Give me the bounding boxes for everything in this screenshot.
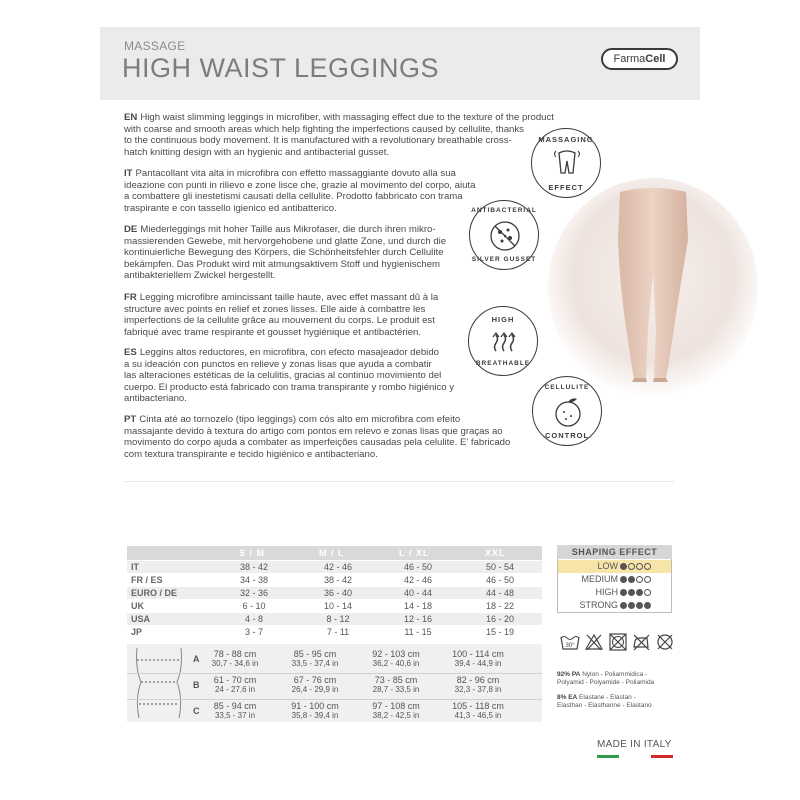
- description-line: [124, 370, 454, 382]
- size-system-label: FR / ES: [131, 575, 163, 585]
- measurement-cm: 105 - 118 cm: [452, 701, 504, 711]
- filled-dot-icon: [620, 589, 627, 596]
- filled-dot-icon: [620, 563, 627, 570]
- size-row: [127, 600, 542, 612]
- measurement-letter: A: [193, 654, 200, 664]
- size-value: 3 - 7: [244, 627, 263, 637]
- size-value: 18 - 22: [485, 601, 515, 611]
- shaping-level-dots: [620, 562, 652, 572]
- description-es: [124, 347, 454, 405]
- size-header-lxl: L / XL: [399, 548, 430, 558]
- description-text: massajante devido à textura do artigo com pontos em relevo e zonas lisas que graças ao: [124, 425, 503, 437]
- size-system-label: IT: [131, 562, 139, 572]
- badge-bottom-label: EFFECT: [548, 183, 584, 192]
- empty-dot-icon: [644, 563, 651, 570]
- measurement-inch: 24 - 27,6 in: [214, 685, 256, 694]
- flag-green-stripe: [597, 755, 619, 758]
- measurement-cm: 100 - 114 cm: [452, 649, 504, 659]
- size-value: 46 - 50: [485, 575, 515, 585]
- size-system-label: USA: [131, 614, 151, 624]
- badge-bottom-label: BREATHABLE: [475, 360, 531, 367]
- measurement-cm: 82 - 96 cm: [456, 675, 500, 685]
- description-text: Legging microfibre amincissant taille haute, avec effet massant dû à la: [139, 292, 439, 303]
- measurement-cell: [194, 701, 276, 720]
- shaping-level-label: MEDIUM: [581, 574, 618, 584]
- badge-bottom-label: CONTROL: [544, 431, 590, 440]
- description-text: hatch knitting design with an hygienic and antibacterial gusset.: [124, 146, 390, 158]
- fabric-ea-pct: 8% EA: [557, 694, 578, 701]
- size-value: 42 - 46: [323, 562, 353, 572]
- shaping-level-label: HIGH: [595, 587, 618, 597]
- wash-30-icon: [560, 632, 580, 652]
- fabric-pa-text2: Polyamid - Polyamide - Poliamida: [557, 679, 655, 686]
- description-line: [124, 168, 475, 180]
- description-line: [124, 393, 454, 405]
- filled-dot-icon: [628, 602, 635, 609]
- body-silhouette-icon: [131, 648, 187, 718]
- measurement-cm: 67 - 76 cm: [293, 675, 337, 685]
- fabric-pa-pct: 92% PA: [557, 671, 581, 678]
- shaping-level-low: [558, 560, 671, 573]
- brand-logo: [601, 48, 678, 70]
- size-system-label: EURO / DE: [131, 588, 178, 598]
- description-text: with coarse and smooth areas which help fighting the imperfections caused by cellulite, thanks: [124, 123, 524, 135]
- measurement-cell: [355, 649, 437, 668]
- measurement-inch: 38,2 - 42,5 in: [372, 711, 420, 720]
- fabric-ea-text: Elastane - Elastan -: [579, 694, 636, 701]
- measurement-inch: 33,5 - 37 in: [214, 711, 256, 720]
- no-iron-icon: [631, 632, 651, 652]
- leggings-model-image: [548, 178, 768, 418]
- description-text: bekämpfen. Das Produkt wird mit atmungsaktivem Stoff und hygienischem: [124, 258, 441, 270]
- filled-dot-icon: [620, 602, 627, 609]
- measurement-inch: 32,3 - 37,8 in: [454, 685, 502, 694]
- description-text: Cinta até ao tornozelo (tipo leggings) com cós alto em microfibra com efeito: [139, 414, 461, 425]
- size-row: [127, 561, 542, 573]
- filled-dot-icon: [628, 576, 635, 583]
- description-text: movimento do corpo ajuda a combater as imperfeições causadas pela celulite. E' fabricado: [124, 437, 511, 448]
- measurement-separator: [127, 673, 542, 674]
- description-line: [124, 292, 438, 304]
- badge-top-label: MASSAGING: [538, 135, 594, 144]
- description-text: antibakteriellem Zwickel hergestellt.: [124, 270, 276, 281]
- size-header-ml: M / L: [319, 548, 345, 558]
- fabric-polyamide: [557, 671, 654, 687]
- shaping-effect-title: SHAPING EFFECT: [557, 545, 672, 559]
- measurement-cm: 85 - 95 cm: [293, 649, 337, 659]
- measurement-cm: 85 - 94 cm: [213, 701, 257, 711]
- wash-temp-label: 30°: [565, 643, 575, 649]
- description-line: [124, 449, 510, 461]
- divider: [124, 481, 674, 482]
- made-in-label: MADE IN ITALY: [597, 739, 672, 750]
- size-value: 14 - 18: [403, 601, 433, 611]
- size-table-header: [127, 546, 542, 560]
- description-line: [124, 359, 454, 371]
- description-text: a combattere gli inestetismi causati della cellulite. Prodotto fabbricato con trama: [124, 191, 463, 202]
- description-line: [124, 203, 475, 215]
- measurement-cell: [355, 701, 437, 720]
- filled-dot-icon: [620, 576, 627, 583]
- description-en: [124, 112, 554, 158]
- measurement-cell: [437, 649, 519, 668]
- size-row: [127, 626, 542, 638]
- description-line: [124, 382, 454, 394]
- size-value: 16 - 20: [485, 614, 515, 624]
- flag-red-stripe: [651, 755, 673, 758]
- description-fr: [124, 292, 438, 338]
- size-row: [127, 613, 542, 625]
- measurement-inch: 28,7 - 33,5 in: [372, 685, 420, 694]
- product-category: MASSAGE: [124, 39, 186, 53]
- filled-dot-icon: [628, 589, 635, 596]
- fabric-elastane: [557, 694, 652, 710]
- filled-dot-icon: [644, 602, 651, 609]
- shaping-level-label: LOW: [597, 561, 618, 571]
- product-title: HIGH WAIST LEGGINGS: [122, 53, 440, 83]
- size-row: [127, 574, 542, 586]
- description-text: High waist slimming leggings in microfiber, with massaging effect due to the texture of the product: [140, 112, 554, 123]
- size-value: 34 - 38: [239, 575, 269, 585]
- shaping-level-medium: [558, 573, 671, 586]
- description-line: [124, 112, 554, 124]
- description-line: [124, 236, 446, 248]
- size-value: 7 - 11: [326, 627, 350, 637]
- badge-bottom-label: SILVER GUSSET: [471, 256, 537, 263]
- size-value: 46 - 50: [403, 562, 433, 572]
- description-line: [124, 247, 446, 259]
- measurement-cell: [437, 675, 519, 694]
- size-value: 6 - 10: [242, 601, 266, 611]
- measurement-cm: 91 - 100 cm: [291, 701, 339, 711]
- antibacterial-badge: [469, 200, 539, 270]
- description-text: com textura transpirante e tecido higiénico e antibacteriano.: [124, 448, 378, 460]
- description-line: [124, 135, 554, 147]
- description-text: fabriqué avec trame respirante et gousset hygiénique et antibactérien.: [124, 326, 422, 338]
- size-value: 42 - 46: [403, 575, 433, 585]
- empty-dot-icon: [628, 563, 635, 570]
- size-value: 44 - 48: [485, 588, 515, 598]
- size-header-xxl: XXL: [485, 548, 506, 558]
- fabric-ea-text2: Elasthan - Elasthanne - Elastano: [557, 702, 652, 709]
- language-code: ES: [124, 347, 137, 358]
- brand-logo-part1: Farma: [613, 53, 646, 65]
- description-text: antibacteriano.: [124, 393, 187, 404]
- brand-logo-part2: Cell: [645, 53, 666, 65]
- badge-top-label: CELLULITE: [544, 384, 590, 391]
- measurement-letter: B: [193, 680, 200, 690]
- description-pt: [124, 414, 510, 460]
- size-value: 40 - 44: [403, 588, 433, 598]
- description-line: [124, 315, 438, 327]
- description-line: [124, 224, 446, 236]
- measurement-cm: 61 - 70 cm: [213, 675, 257, 685]
- empty-dot-icon: [636, 576, 643, 583]
- badge-top-label: HIGH: [491, 315, 515, 324]
- description-line: [124, 304, 438, 316]
- description-line: [124, 124, 554, 136]
- size-value: 36 - 40: [323, 588, 353, 598]
- size-value: 50 - 54: [485, 562, 515, 572]
- measurement-cell: [274, 649, 356, 668]
- shaping-level-label: STRONG: [579, 600, 618, 610]
- size-value: 11 - 15: [404, 627, 432, 637]
- measurement-cell: [274, 701, 356, 720]
- description-line: [124, 347, 454, 359]
- badge-top-label: ANTIBACTERIAL: [471, 207, 537, 214]
- no-tumble-dry-icon: [608, 632, 628, 652]
- description-line: [124, 426, 510, 438]
- measurement-inch: 36,2 - 40,6 in: [372, 659, 420, 668]
- description-it: [124, 168, 475, 214]
- description-text: cuerpo. El producto está fabricado con trama transpirante y rombo higiénico y: [124, 381, 455, 393]
- shaping-level-dots: [620, 575, 652, 585]
- description-text: massierenden Gewebe, mit hervorgehobene und glatte Zone, und durch die: [124, 235, 447, 247]
- description-line: [124, 259, 446, 271]
- size-header-sm: S / M: [239, 548, 266, 558]
- measurement-cm: 92 - 103 cm: [372, 649, 420, 659]
- description-text: Pantacollant vita alta in microfibra con effetto massaggiante dovuto alla sua: [135, 168, 456, 179]
- description-text: structure avec points en relief et zones lisses. Elle aide à combattre les: [124, 303, 426, 315]
- description-text: kontinuierliche Bewegung des Körpers, die Schönheitsfehler durch Cellulite: [124, 247, 444, 258]
- measurement-inch: 41,3 - 46,5 in: [454, 711, 502, 720]
- description-line: [124, 191, 475, 203]
- empty-dot-icon: [644, 576, 651, 583]
- language-code: FR: [124, 292, 137, 303]
- measurement-inch: 33,5 - 37,4 in: [291, 659, 339, 668]
- description-text: Miederleggings mit hoher Taille aus Mikrofaser, die durch ihren mikro-: [140, 224, 436, 235]
- size-value: 8 - 12: [326, 614, 350, 624]
- measurement-separator: [127, 699, 542, 700]
- measurement-cell: [355, 675, 437, 694]
- size-row: [127, 587, 542, 599]
- description-text: imperfections de la cellulite grâce au mouvement du corps. Le produit est: [124, 315, 435, 326]
- measurement-cell: [274, 675, 356, 694]
- description-text: Leggins altos reductores, en microfibra, con efecto masajeador debido: [139, 347, 439, 358]
- description-de: [124, 224, 446, 282]
- shaping-level-strong: [558, 599, 671, 612]
- description-line: [124, 270, 446, 282]
- description-text: traspirante e con tassello igienico ed antibatterico.: [124, 202, 337, 214]
- empty-dot-icon: [636, 563, 643, 570]
- high-breathable-badge: [468, 306, 538, 376]
- measurement-cell: [194, 649, 276, 668]
- size-system-label: UK: [131, 601, 144, 611]
- measurement-cell: [437, 701, 519, 720]
- size-value: 38 - 42: [239, 562, 269, 572]
- language-code: EN: [124, 112, 138, 123]
- no-dry-clean-icon: [655, 632, 675, 652]
- language-code: DE: [124, 224, 138, 235]
- description-line: [124, 414, 510, 426]
- shaping-level-dots: [620, 588, 652, 598]
- description-line: [124, 437, 510, 449]
- filled-dot-icon: [636, 602, 643, 609]
- measurement-cm: 73 - 85 cm: [374, 675, 418, 685]
- shaping-level-high: [558, 586, 671, 599]
- description-text: ideazione con punti in rilievo e zone lisce che, grazie al movimento del corpo, aiuta: [124, 179, 476, 191]
- description-text: a su ideación con punctos en relieve y zonas lisas que ayuda a combatir: [124, 358, 432, 370]
- fabric-pa-text: Nylon - Poliammidica -: [582, 671, 648, 678]
- size-value: 15 - 19: [485, 627, 515, 637]
- description-line: [124, 147, 554, 159]
- description-text: las alteraciones estéticas de la celulitis, gracias al continuo movimiento del: [124, 370, 442, 381]
- language-code: PT: [124, 414, 137, 425]
- filled-dot-icon: [636, 589, 643, 596]
- measurement-inch: 26,4 - 29,9 in: [291, 685, 339, 694]
- size-value: 12 - 16: [403, 614, 433, 624]
- measurement-letter: C: [193, 706, 200, 716]
- empty-dot-icon: [644, 589, 651, 596]
- size-value: 10 - 14: [323, 601, 353, 611]
- size-value: 38 - 42: [323, 575, 353, 585]
- no-bleach-icon: [584, 632, 604, 652]
- measurement-cell: [194, 675, 276, 694]
- description-text: to the continuous body movement. It is manufactured with a revolutionary breathable cross-: [124, 135, 512, 146]
- size-value: 32 - 36: [239, 588, 269, 598]
- language-code: IT: [124, 168, 133, 179]
- description-line: [124, 180, 475, 192]
- size-value: 4 - 8: [244, 614, 263, 624]
- description-line: [124, 327, 438, 339]
- measurement-inch: 39,4 - 44,9 in: [454, 659, 502, 668]
- measurement-cm: 78 - 88 cm: [213, 649, 257, 659]
- shaping-level-dots: [620, 601, 652, 611]
- size-system-label: JP: [131, 627, 143, 637]
- measurement-cm: 97 - 108 cm: [372, 701, 420, 711]
- measurement-inch: 30,7 - 34,6 in: [211, 659, 259, 668]
- measurement-inch: 35,8 - 39,4 in: [291, 711, 339, 720]
